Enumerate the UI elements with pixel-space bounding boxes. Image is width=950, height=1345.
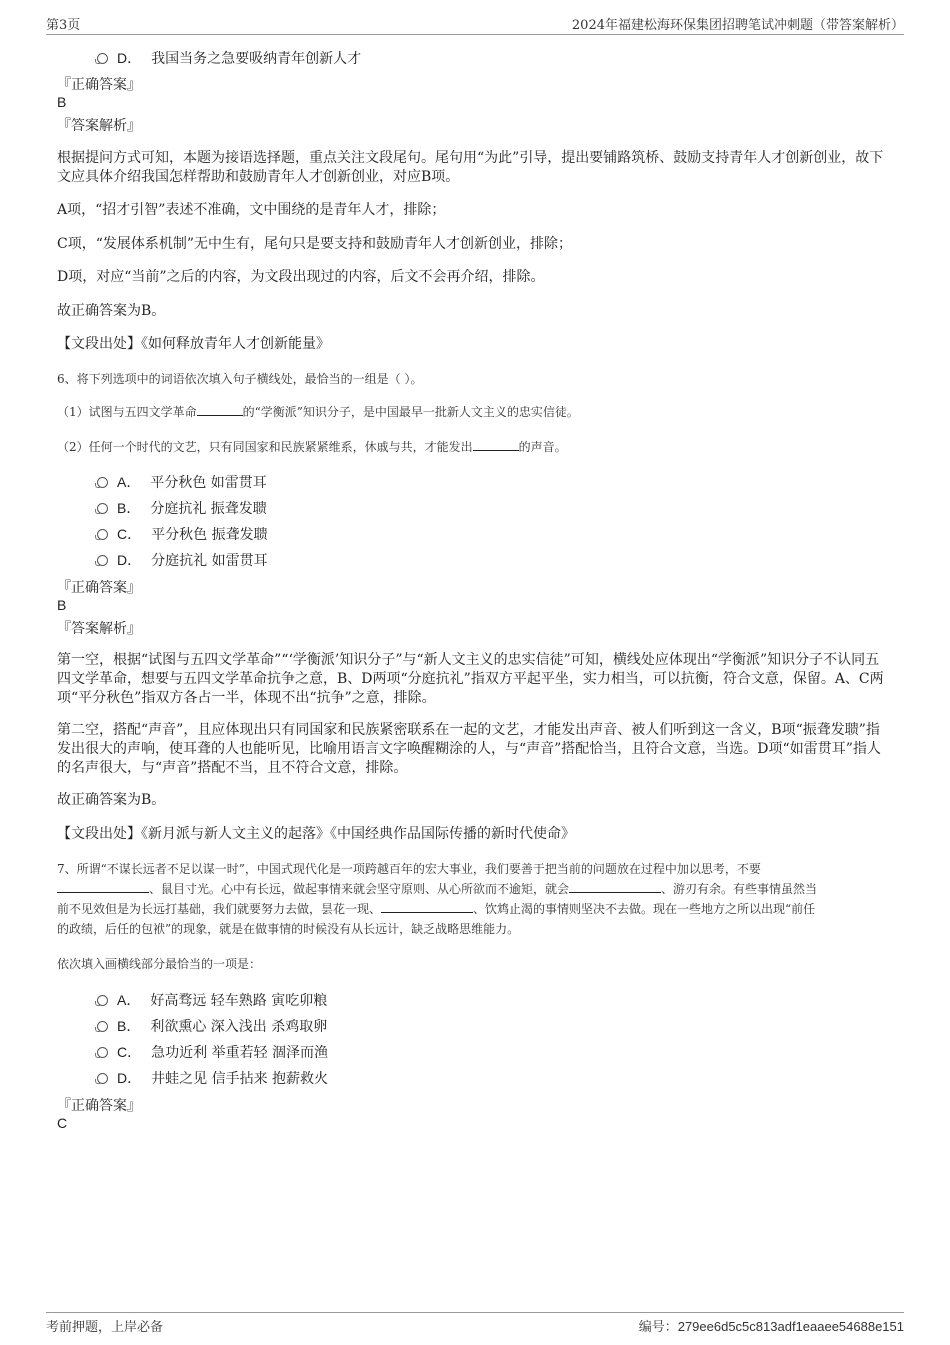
q5-analysis-2: A项，“招才引智”表述不准确，文中围绕的是青年人才，排除； bbox=[57, 202, 446, 218]
q7-option-c[interactable]: C． 急功近利 举重若轻 涸泽而渔 bbox=[97, 1042, 328, 1063]
q5-source: 【文段出处】《如何释放青年人才创新能量》 bbox=[57, 336, 330, 352]
q7-passage: 7、所谓“不谋长远者不足以谋一时”，中国式现代化是一项跨越百年的宏大事业，我们要善于把当前的问题放在过程中加以思考，不要 、鼠目寸光。心中有长远，做起事情来就会坚守原则、从心所欲而不逾矩，就会 、游刃有余。有些事情虽然当 前不见效但是为长远打基础，我们就要努力去做，昙花一现、 、饮鸩止渴的事情则坚决不去做。现在一些地方之所以出现“前任 的政绩，后任的包袱”的现象，就是在做事情的时候没有从长远计，缺乏战略思维能力。 bbox=[57, 862, 818, 936]
page-header bbox=[46, 14, 904, 35]
page-footer bbox=[46, 1312, 904, 1337]
q6-option-c[interactable]: C． 平分秋色 振聋发聩 bbox=[97, 524, 268, 545]
radio-icon[interactable] bbox=[97, 477, 108, 488]
q5-conclusion: 故正确答案为B。 bbox=[57, 303, 166, 319]
blank-line bbox=[569, 880, 661, 893]
document-code: 编号：279ee6d5c5c813adf1eaaee54688e151 bbox=[638, 1319, 904, 1335]
q6-analysis-1: 第一空，根据“试图与五四文学革命”“‘学衡派’知识分子”与“新人文主义的忠实信徒”可知，横线处应体现出“学衡派”知识分子不认同五四文学革命，想要与五四文学革命抗争之意，B、D两项“分庭抗礼”指双方平起平坐，实力相当，可以抗衡，符合文意，保留。A、C两项“平分秋色”指双方各占一半，体现不出“抗争”之意，排除。 bbox=[57, 652, 884, 706]
radio-icon[interactable] bbox=[97, 995, 108, 1006]
blank-line bbox=[197, 403, 243, 416]
q6-source: 【文段出处】《新月派与新人文主义的起落》《中国经典作品国际传播的新时代使命》 bbox=[57, 826, 575, 842]
q6-option-a[interactable]: A． 平分秋色 如雷贯耳 bbox=[97, 472, 267, 493]
q6-option-b[interactable]: B． 分庭抗礼 振聋发聩 bbox=[97, 498, 267, 519]
radio-icon[interactable] bbox=[97, 529, 108, 540]
q6-analysis-2: 第二空，搭配“声音”，且应体现出只有同国家和民族紧密联系在一起的文艺，才能发出声音、被人们听到这一含义，B项“振聋发聩”指发出很大的声响，使耳聋的人也能听见，比喻用语言文字唤醒糊涂的人，与“声音”搭配恰当，且符合文意，当选。D项“如雷贯耳”指人的名声很大，与“声音”搭配不当，且不符合文意，排除。 bbox=[57, 722, 881, 776]
blank-line bbox=[57, 880, 149, 893]
q5-analysis-3: C项，“发展体系机制”无中生有，尾句只是要支持和鼓励青年人才创新创业，排除； bbox=[57, 236, 573, 252]
q7-option-b[interactable]: B． 利欲熏心 深入浅出 杀鸡取卵 bbox=[97, 1016, 327, 1037]
q6-answer: B bbox=[57, 597, 67, 613]
q6-sentence-2: （2）任何一个时代的文艺，只有同国家和民族紧紧维系，休戚与共，才能发出 的声音。 bbox=[57, 440, 567, 454]
q6-conclusion: 故正确答案为B。 bbox=[57, 792, 166, 808]
blank-line bbox=[473, 438, 519, 451]
radio-icon[interactable] bbox=[97, 503, 108, 514]
q7-answer-label: 『正确答案』 bbox=[57, 1098, 141, 1114]
q6-option-d[interactable]: D． 分庭抗礼 如雷贯耳 bbox=[97, 550, 268, 571]
radio-icon[interactable] bbox=[97, 1021, 108, 1032]
q5-analysis-1: 根据提问方式可知，本题为接语选择题，重点关注文段尾句。尾句用“为此”引导，提出要铺路筑桥、鼓励支持青年人才创新创业，故下文应具体介绍我国怎样帮助和鼓励青年人才创新创业，对应B项。 bbox=[57, 150, 884, 185]
radio-icon[interactable] bbox=[97, 555, 108, 566]
q5-answer: B bbox=[57, 94, 67, 110]
q5-analysis-label: 『答案解析』 bbox=[57, 118, 141, 134]
radio-icon[interactable] bbox=[97, 53, 108, 64]
blank-line bbox=[381, 900, 473, 913]
q6-answer-label: 『正确答案』 bbox=[57, 580, 141, 596]
radio-icon[interactable] bbox=[97, 1047, 108, 1058]
q5-option-d[interactable]: D． 我国当务之急要吸纳青年创新人才 bbox=[97, 48, 361, 69]
q7-answer: C bbox=[57, 1115, 68, 1131]
document-title: 2024年福建松海环保集团招聘笔试冲刺题（带答案解析） bbox=[571, 18, 904, 33]
q7-instruction: 依次填入画横线部分最恰当的一项是： bbox=[57, 957, 262, 971]
page-number: 第3页 bbox=[46, 18, 81, 33]
q5-answer-label: 『正确答案』 bbox=[57, 77, 141, 93]
radio-icon[interactable] bbox=[97, 1073, 108, 1084]
q6-analysis-label: 『答案解析』 bbox=[57, 621, 141, 637]
footer-slogan: 考前押题，上岸必备 bbox=[46, 1320, 164, 1335]
q5-analysis-4: D项，对应“当前”之后的内容，为文段出现过的内容，后文不会再介绍，排除。 bbox=[57, 269, 545, 285]
q7-option-d[interactable]: D． 井蛙之见 信手拈来 抱薪救火 bbox=[97, 1068, 328, 1089]
q6-sentence-1: （1）试图与五四文学革命 的“学衡派”知识分子，是中国最早一批新人文主义的忠实信徒。 bbox=[57, 405, 579, 419]
q6-stem: 6、将下列选项中的词语依次填入句子横线处，最恰当的一组是（ ）。 bbox=[57, 372, 423, 386]
q7-option-a[interactable]: A． 好高骛远 轻车熟路 寅吃卯粮 bbox=[97, 990, 327, 1011]
